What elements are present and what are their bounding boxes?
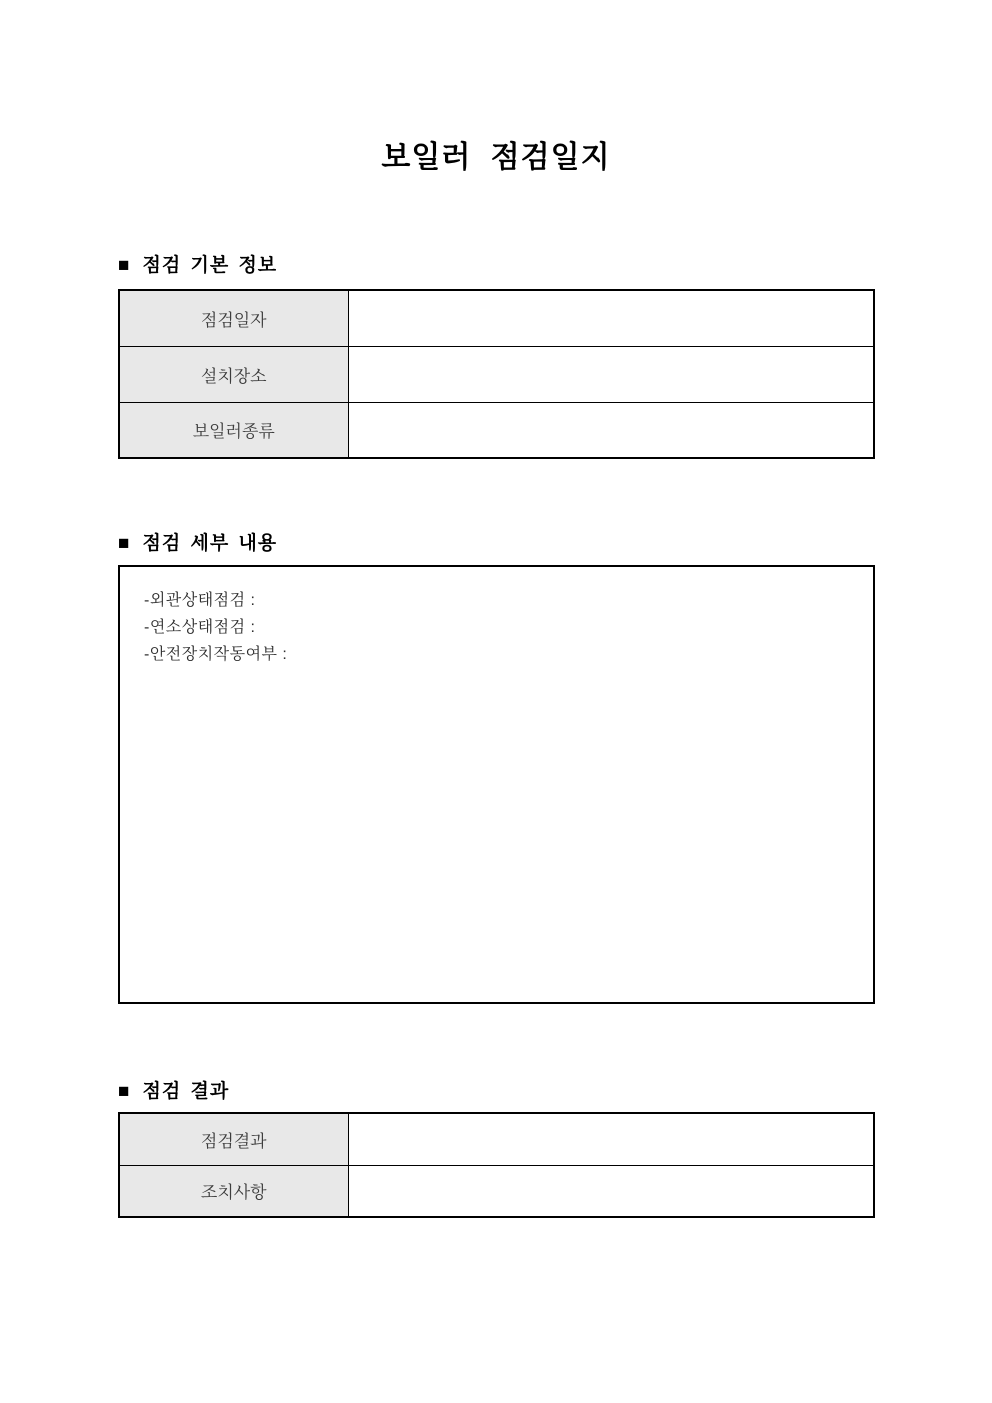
- inspection-result-value-cell[interactable]: [348, 1113, 874, 1165]
- row-label: 조치사항: [119, 1165, 348, 1217]
- row-label: 보일러종류: [119, 402, 348, 458]
- table-row-action-items: [119, 1165, 874, 1217]
- section-header-basic-info: [118, 250, 277, 277]
- square-bullet-icon: ■: [118, 255, 131, 276]
- action-items-value-cell[interactable]: [348, 1165, 874, 1217]
- row-label: 점검결과: [119, 1113, 348, 1165]
- boiler-type-value-cell[interactable]: [348, 402, 874, 458]
- row-label: 설치장소: [119, 346, 348, 402]
- table-row-inspection-date: [119, 290, 874, 346]
- detail-line-exterior-check: -외관상태점검 :: [144, 592, 256, 609]
- section-header-label: 점검 세부 내용: [142, 533, 278, 554]
- detail-line-combustion-check: -연소상태점검 :: [144, 619, 256, 636]
- square-bullet-icon: ■: [118, 1081, 131, 1102]
- section-header-label: 점검 결과: [142, 1081, 230, 1102]
- install-location-value-cell[interactable]: [348, 346, 874, 402]
- row-label: 점검일자: [119, 290, 348, 346]
- table-row-inspection-result: [119, 1113, 874, 1165]
- inspection-date-value-cell[interactable]: [348, 290, 874, 346]
- square-bullet-icon: ■: [118, 533, 131, 554]
- details-content-box[interactable]: [118, 565, 875, 1004]
- document-title: 보일러 점검일지: [381, 141, 611, 174]
- results-table: [118, 1112, 875, 1218]
- table-row-boiler-type: [119, 402, 874, 458]
- basic-info-table: [118, 289, 875, 459]
- detail-line-safety-device-check: -안전장치작동여부 :: [144, 646, 288, 663]
- section-header-details: [118, 528, 277, 555]
- table-row-install-location: [119, 346, 874, 402]
- section-header-results: [118, 1076, 229, 1103]
- section-header-label: 점검 기본 정보: [142, 255, 278, 276]
